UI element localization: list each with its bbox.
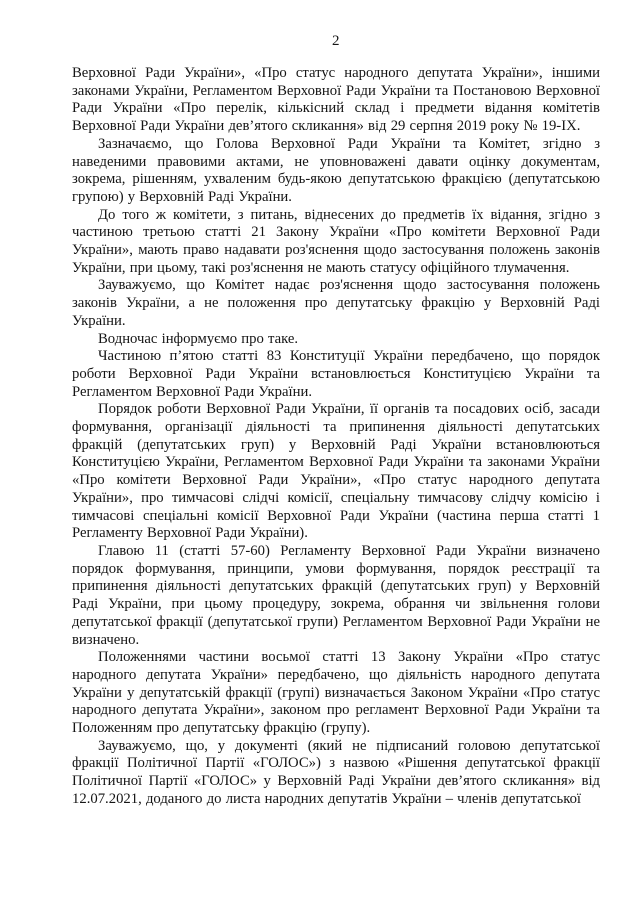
paragraph: Главою 11 (статті 57-60) Регламенту Верховної Ради України визначено порядок формування, принципи, умови формування, порядок реєстрації та припинення діяльності депутатських фракцій (депутатських груп) у Верховній Раді України, при цьому процедуру, зокрема, обрання чи звільнення голови депутатської фракції (депутатської групи) Регламентом Верховної Ради України не визначено.	[72, 542, 600, 648]
paragraph: Порядок роботи Верховної Ради України, її органів та посадових осіб, засади формування, організації діяльності та припинення діяльності депутатських фракцій (депутатських груп) у Верховній Раді України встановлюються Конституцією України, Регламентом Верховної Ради України та законами України «Про комітети Верховної Ради України», «Про статус народного депутата України», про тимчасові слідчі комісії, спеціальну тимчасову слідчу комісію і тимчасові спеціальні комісії Верховної Ради України (частина перша статті 1 Регламенту Верховної Ради України).	[72, 401, 600, 542]
paragraph: Верховної Ради України», «Про статус народного депутата України», іншими законами України, Регламентом Верховної Ради України та Постановою Верховної Ради України «Про перелік, кількісний склад і предмети відання комітетів Верховної Ради України дев’ятого скликання» від 29 серпня 2019 року № 19-ІХ.	[72, 65, 600, 135]
page-number: 2	[332, 33, 340, 49]
paragraph: Водночас інформуємо про таке.	[98, 330, 299, 347]
paragraph: Частиною п’ятою статті 83 Конституції України передбачено, що порядок роботи Верховної Ради України встановлюється Конституцією України та Регламентом Верховної Ради України.	[72, 348, 600, 400]
paragraph: Положеннями частини восьмої статті 13 Закону України «Про статус народного депутата України» передбачено, що діяльність народного депутата України у депутатській фракції (групі) визначається Законом України «Про статус народного депутата України», законом про регламент Верховної Ради України та Положенням про депутатську фракцію (групу).	[72, 649, 600, 737]
paragraph: Зазначаємо, що Голова Верховної Ради України та Комітет, згідно з наведеними правовими актами, не уповноважені давати оцінку документам, зокрема, рішенням, ухваленим будь-якою депутатською фракцією (депутатською групою) у Верховній Раді України.	[72, 135, 600, 205]
paragraph: Зауважуємо, що Комітет надає роз'яснення щодо застосування положень законів України, а не положення про депутатську фракцію у Верховній Раді України.	[72, 277, 600, 329]
document-body	[72, 65, 600, 809]
paragraph: До того ж комітети, з питань, віднесених до предметів їх відання, згідно з частиною третьою статті 21 Закону України «Про комітети Верховної Ради України», мають право надавати роз'яснення щодо застосування положень законів України, при цьому, такі роз'яснення не мають статусу офіційного тлумачення.	[72, 206, 600, 276]
paragraph: Зауважуємо, що, у документі (який не підписаний головою депутатської фракції Політичної Партії «ГОЛОС») з назвою «Рішення депутатської фракції Політичної Партії «ГОЛОС» у Верховній Раді України дев’ятого скликання» від 12.07.2021, доданого до листа народних депутатів України – членів депутатської	[72, 737, 600, 807]
